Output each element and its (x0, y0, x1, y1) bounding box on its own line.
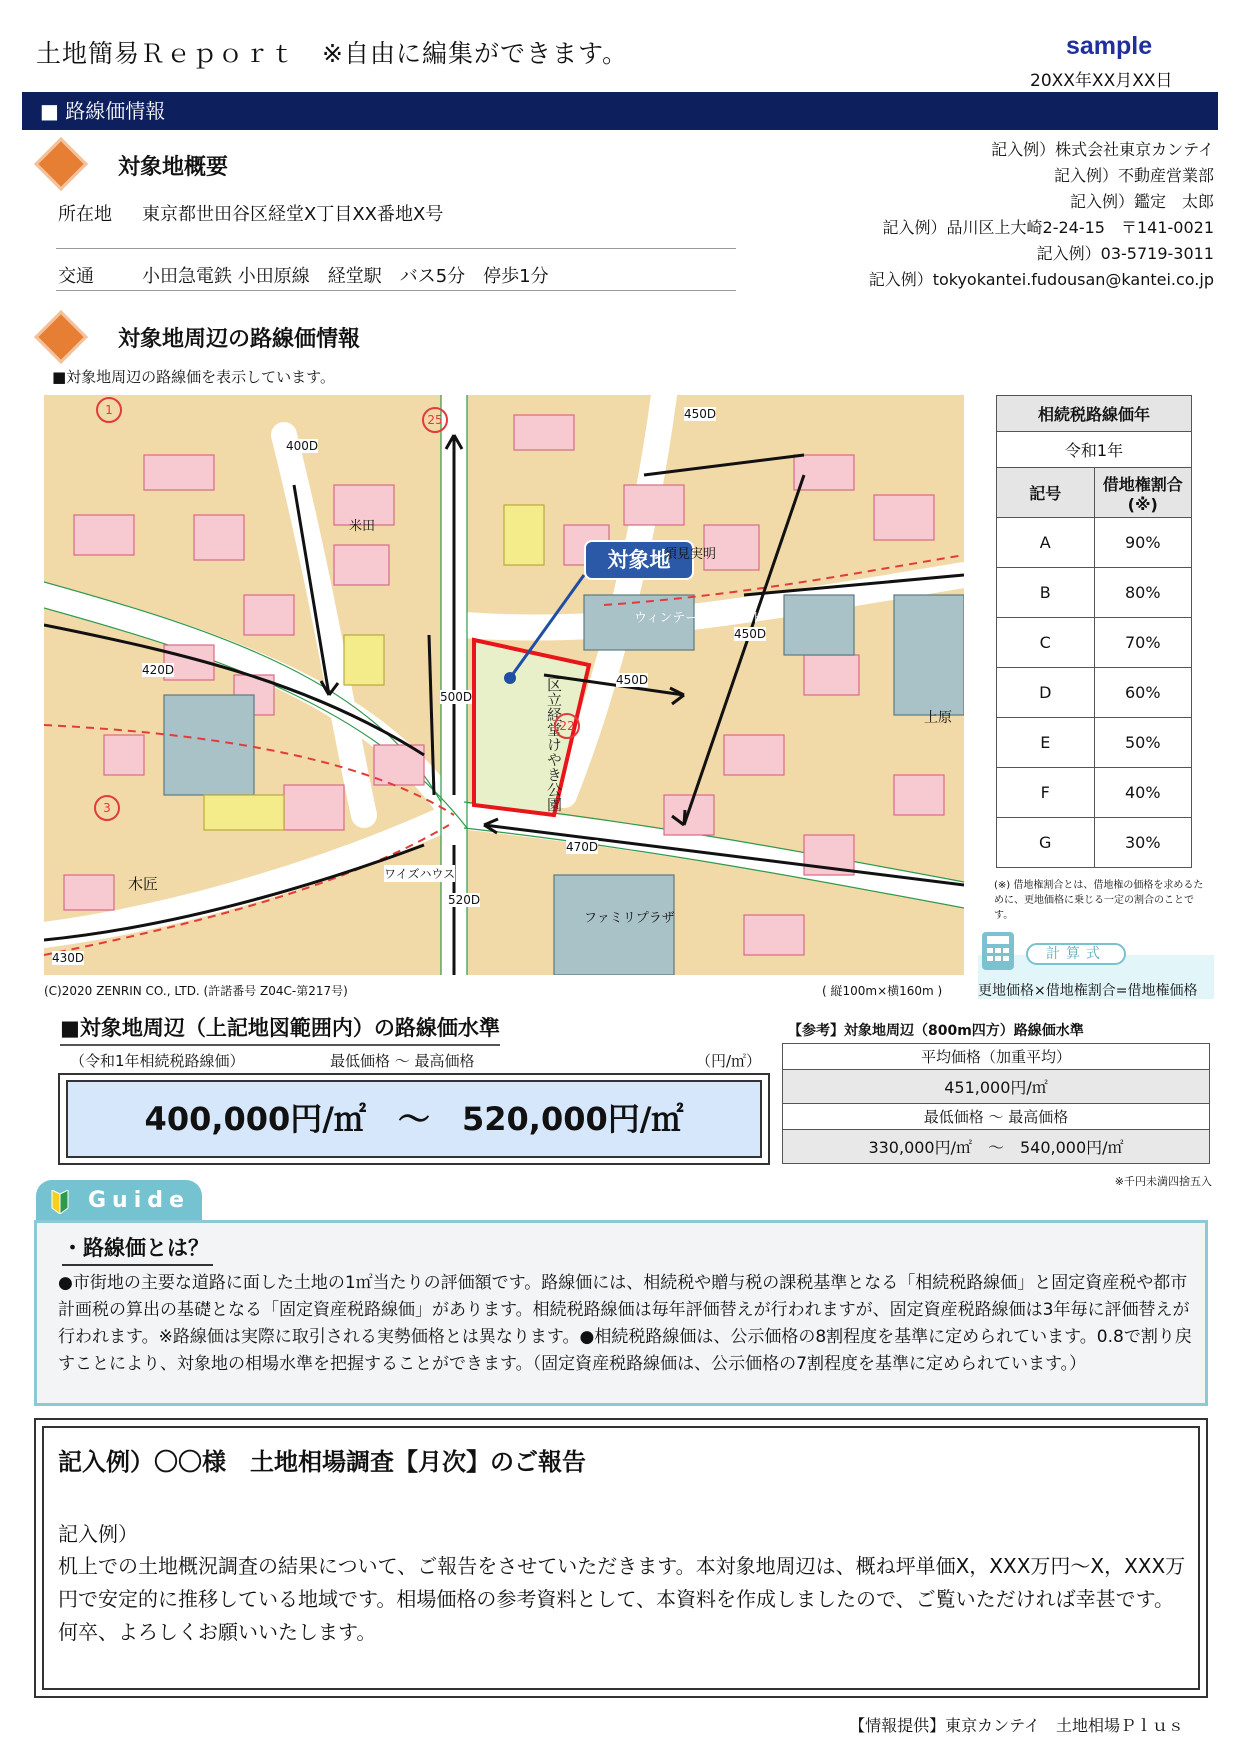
document-title: 土地簡易Ｒｅｐｏｒｔ ※自由に編集ができます。 (36, 39, 628, 68)
rate-value: 60% (1094, 668, 1192, 718)
rate-symbol: E (997, 718, 1095, 768)
road-label: 450D (616, 673, 649, 687)
map-svg (44, 395, 964, 975)
road-label: 400D (286, 439, 319, 453)
table-row (997, 618, 1192, 668)
building-name: 木匠 (128, 875, 159, 893)
building-name: 上原 (924, 710, 952, 726)
reference-heading: 【参考】対象地周辺（800m四方）路線価水準 (788, 1023, 1084, 1039)
rate-symbol: D (997, 668, 1095, 718)
transport-row (58, 262, 549, 288)
price-level-unit: （円/㎡） (696, 1052, 762, 1070)
rate-value: 40% (1094, 768, 1192, 818)
leasehold-rate-table (996, 395, 1192, 868)
table-row (997, 568, 1192, 618)
contact-company: 記入例）株式会社東京カンテイ (991, 140, 1214, 159)
map-credit: (C)2020 ZENRIN CO., LTD. (許諾番号 Z04C-第217号) (44, 984, 348, 998)
rate-header-text: 借地権割合 (1102, 474, 1183, 494)
rate-table-rate-header (1094, 468, 1192, 518)
calc-label: 計算式 (1026, 943, 1126, 965)
rate-symbol: F (997, 768, 1095, 818)
table-row (997, 718, 1192, 768)
divider (56, 290, 736, 291)
guide-tab: Guide (36, 1180, 202, 1222)
rate-symbol: G (997, 818, 1095, 868)
map-note: ■対象地周辺の路線価を表示しています。 (52, 368, 335, 386)
park-label: 区立経堂けやき公園 (545, 677, 563, 812)
reference-table (782, 1043, 1210, 1164)
report-label: 記入例） (58, 1522, 138, 1546)
route-price-map (44, 395, 964, 975)
rate-value: 30% (1094, 818, 1192, 868)
guide-question: ・路線価とは？ (62, 1232, 213, 1266)
rate-symbol: A (997, 518, 1095, 568)
rate-symbol: C (997, 618, 1095, 668)
calc-formula: 更地価格×借地権割合=借地権価格 (978, 983, 1198, 999)
reference-range-value: 330,000円/㎡ ～ 540,000円/㎡ (783, 1130, 1210, 1164)
overview-heading: 対象地概要 (118, 155, 229, 180)
calculator-icon (982, 932, 1014, 970)
building-name: 須見実明 (664, 547, 717, 562)
rate-table-year: 令和1年 (997, 432, 1192, 468)
transport-label: 交通 (58, 266, 94, 287)
road-label: 470D (566, 840, 599, 854)
road-label: 450D (734, 627, 767, 641)
address-row (58, 200, 443, 226)
map-heading: 対象地周辺の路線価情報 (118, 327, 361, 352)
contact-tel: 記入例）03-5719-3011 (1036, 244, 1214, 263)
area-number: 1 (96, 397, 122, 423)
contact-email: 記入例）tokyokantei.fudousan@kantei.co.jp (868, 270, 1214, 289)
diamond-bullet-icon (34, 137, 88, 191)
area-number: 22 (554, 713, 580, 739)
contact-address: 記入例）品川区上大崎2-24-15 〒141-0021 (882, 218, 1214, 237)
rate-value: 90% (1094, 518, 1192, 568)
report-title: 記入例）〇〇様 土地相場調査【月次】のご報告 (58, 1448, 586, 1476)
building-name: ワイズハウス (384, 867, 456, 881)
building-name: ウィンテージ・コート (634, 611, 763, 626)
reference-note: ※千円未満四捨五入 (1114, 1175, 1212, 1188)
road-label: 450D (684, 407, 717, 421)
guide-text: ●市街地の主要な道路に面した土地の1㎡当たりの評価額です。路線価には、相続税や贈与税の課税基準となる「相続税路線価」と固定資産税や都市計画税の算出の基礎となる「固定資産税路線価」があります。相続税路線価は毎年評価替えが行われますが、固定資産税路線価は3年毎に評価替えが行われます。※路線価は実際に取引される実勢価格とは異なります。●相続税路線価は、公示価格の8割程度を基準に定められています。0.8で割り戻すことにより、対象地の相場水準を把握することができます。（固定資産税路線価は、公示価格の7割程度を基準に定められています。） (58, 1273, 1192, 1374)
table-row (997, 518, 1192, 568)
price-level-year: （令和1年相続税路線価） (70, 1052, 245, 1070)
area-number: 3 (94, 795, 120, 821)
reference-range-label: 最低価格 ～ 最高価格 (783, 1104, 1210, 1130)
section-bar: ■ 路線価情報 (22, 92, 1218, 130)
rate-table-note: (※) 借地権割合とは、借地権の価格を求めるために、更地価格に乗じる一定の割合のことです。 (994, 880, 1204, 921)
target-label: 対象地 (584, 540, 694, 580)
price-level-range-label: 最低価格 ～ 最高価格 (330, 1052, 475, 1070)
rate-value: 80% (1094, 568, 1192, 618)
reference-avg-label: 平均価格（加重平均） (783, 1044, 1210, 1070)
table-row (997, 668, 1192, 718)
rate-table-year-header: 相続税路線価年 (997, 396, 1192, 432)
address-value: 東京都世田谷区経堂X丁目XX番地X号 (142, 204, 444, 225)
report-body: 机上での土地概況調査の結果について、ご報告をさせていただきます。本対象地周辺は、概ね坪単価X，XXX万円～X，XXX万円で安定的に推移している地域です。相場価格の参考資料として、本資料を作成しましたので、ご覧いただければ幸甚です。何卒、よろしくお願いいたします。 (58, 1554, 1186, 1644)
sample-mark: sample (1066, 32, 1153, 60)
contact-department: 記入例）不動産営業部 (1053, 166, 1214, 185)
report-date: 20XX年XX月XX日 (1030, 71, 1173, 91)
price-level-value: 400,000円/㎡ ～ 520,000円/㎡ (66, 1080, 762, 1158)
transport-value: 小田急電鉄 小田原線 経堂駅 バス5分 停歩1分 (142, 266, 549, 287)
road-label: 420D (142, 663, 175, 677)
road-label: 500D (440, 690, 473, 704)
road-label: 430D (52, 951, 85, 965)
table-row (997, 818, 1192, 868)
rate-symbol: B (997, 568, 1095, 618)
building-name: ファミリプラザ (584, 911, 675, 926)
building-name: 米田 (349, 519, 376, 534)
rate-table-symbol-header: 記号 (997, 468, 1095, 518)
reference-avg-value: 451,000円/㎡ (783, 1070, 1210, 1104)
table-row (997, 768, 1192, 818)
rate-value: 70% (1094, 618, 1192, 668)
rate-value: 50% (1094, 718, 1192, 768)
area-number: 25 (422, 407, 448, 433)
road-label: 520D (448, 893, 481, 907)
beginner-mark-icon (48, 1190, 72, 1214)
divider (56, 248, 736, 249)
footer-credit: 【情報提供】東京カンテイ 土地相場Ｐｌｕｓ (849, 1716, 1184, 1735)
diamond-bullet-icon (34, 310, 88, 364)
address-label: 所在地 (58, 204, 112, 225)
rate-header-note: (※) (1127, 494, 1158, 514)
map-scale: ( 縦100m×横160m ) (822, 984, 943, 998)
contact-person: 記入例）鑑定 太郎 (1069, 192, 1214, 211)
price-level-heading: ■対象地周辺（上記地図範囲内）の路線価水準 (60, 1012, 500, 1046)
